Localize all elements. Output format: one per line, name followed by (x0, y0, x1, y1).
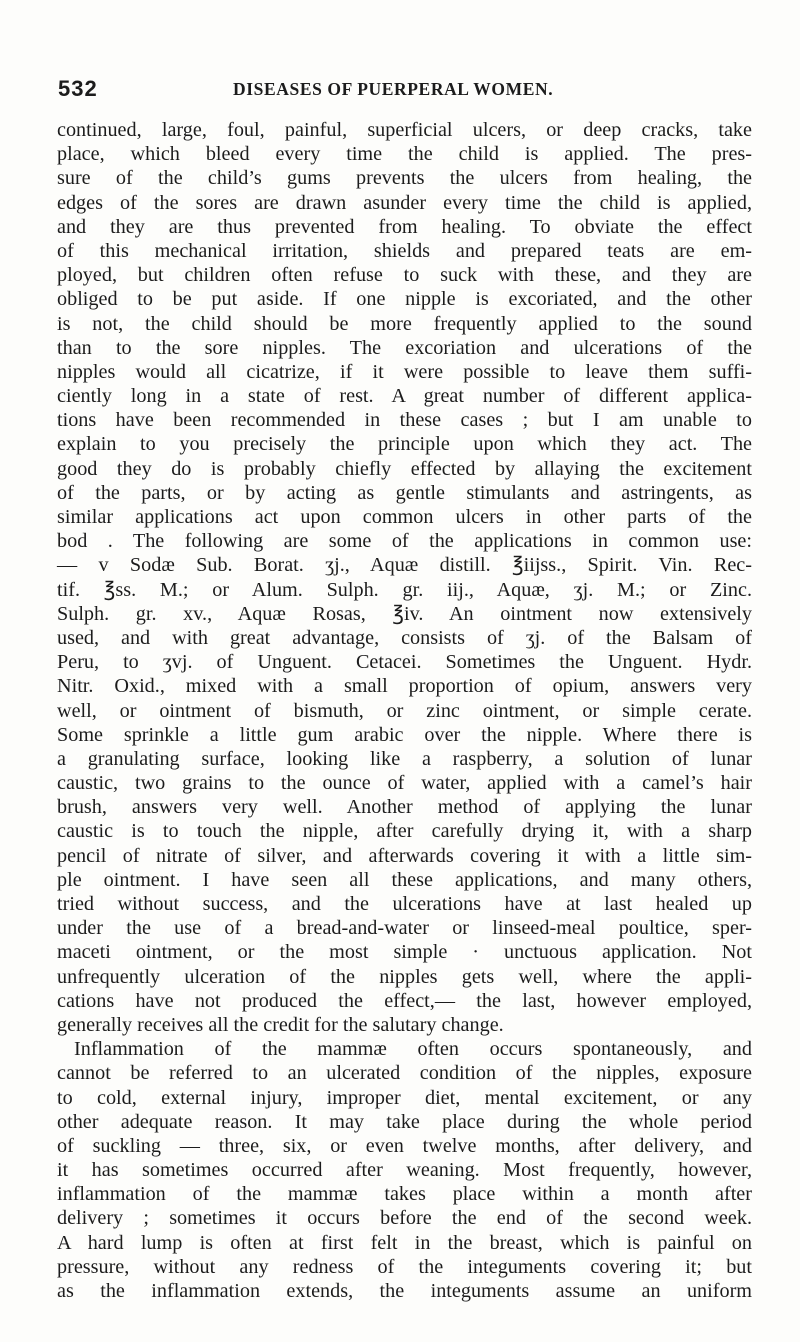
text-line: A hard lump is often at first felt in the breast, which is painful on (57, 1231, 752, 1254)
text-line: place, which bleed every time the child is applied. The pres- (57, 143, 752, 166)
text-line: tions have been recommended in these cases ; but I am unable to (57, 409, 752, 432)
running-title: DISEASES OF PUERPERAL WOMEN. (233, 79, 554, 99)
text-line: it has sometimes occurred after weaning. Most frequently, however, (57, 1159, 752, 1182)
text-line: Sulph. gr. xv., Aquæ Rosas, ℥iv. An ointment now extensively (57, 602, 752, 625)
text-line: maceti ointment, or the most simple · unctuous application. Not (57, 941, 752, 964)
text-line: ployed, but children often refuse to suck with these, and they are (57, 264, 752, 287)
text-line: Peru, to ʒvj. of Unguent. Cetacei. Sometimes the Unguent. Hydr. (57, 651, 752, 674)
text-line: bod . The following are some of the applications in common use: (57, 530, 752, 553)
text-line: of the parts, or by acting as gentle stimulants and astringents, as (57, 481, 752, 504)
text-line: — v Sodæ Sub. Borat. ʒj., Aquæ distill. ℥iijss., Spirit. Vin. Rec- (57, 554, 752, 577)
text-line: delivery ; sometimes it occurs before the end of the second week. (57, 1207, 752, 1230)
text-line: of suckling — three, six, or even twelve months, after delivery, and (57, 1134, 752, 1157)
text-line: pencil of nitrate of silver, and afterwards covering it with a little sim- (57, 844, 752, 867)
text-line: brush, answers very well. Another method of applying the lunar (57, 796, 752, 819)
text-line: nipples would all cicatrize, if it were possible to leave them suffi- (57, 360, 752, 383)
text-line: Nitr. Oxid., mixed with a small proportion of opium, answers very (57, 675, 752, 698)
text-line: of this mechanical irritation, shields and prepared teats are em- (57, 239, 752, 262)
text-line: unfrequently ulceration of the nipples gets well, where the appli- (57, 965, 752, 988)
text-line: caustic, two grains to the ounce of water, applied with a camel’s hair (57, 772, 752, 795)
page-number: 532 (58, 76, 98, 101)
text-line: Some sprinkle a little gum arabic over the nipple. Where there is (57, 723, 752, 746)
text-line: used, and with great advantage, consists of ʒj. of the Balsam of (57, 626, 752, 649)
text-line: pressure, without any redness of the integuments covering it; but (57, 1255, 752, 1278)
text-line: tried without success, and the ulcerations have at last healed up (57, 893, 752, 915)
text-line: than to the sore nipples. The excoriation and ulcerations of the (57, 336, 752, 359)
text-line: to cold, external injury, improper diet, mental excitement, or any (57, 1086, 752, 1109)
text-line: cannot be referred to an ulcerated condition of the nipples, exposure (57, 1062, 752, 1085)
text-line: sure of the child’s gums prevents the ulcers from healing, the (57, 167, 752, 190)
text-line: good they do is probably chiefly effected by allaying the excitement (57, 457, 752, 480)
text-line: tif. ℥ss. M.; or Alum. Sulph. gr. iij., Aquæ, ʒj. M.; or Zinc. (57, 578, 752, 601)
text-line: generally receives all the credit for the salutary change. (57, 1013, 504, 1036)
text-line: edges of the sores are drawn asunder every time the child is applied, (57, 191, 752, 214)
text-line: and they are thus prevented from healing. To obviate the effect (57, 215, 752, 238)
text-line: ciently long in a state of rest. A great number of different applica- (57, 385, 752, 408)
text-line: cations have not produced the effect,— the last, however employed, (57, 989, 752, 1012)
text-line: well, or ointment of bismuth, or zinc ointment, or simple cerate. (57, 699, 752, 722)
text-line: obliged to be put aside. If one nipple is excoriated, and the other (57, 288, 752, 311)
text-line: explain to you precisely the principle upon which they act. The (57, 433, 752, 456)
paragraph-start-line: Inflammation of the mammæ often occurs spontaneously, and (74, 1038, 752, 1061)
text-line: similar applications act upon common ulcers in other parts of the (57, 506, 752, 528)
text-line: as the inflammation extends, the integuments assume an uniform (57, 1280, 752, 1302)
text-line: other adequate reason. It may take place during the whole period (57, 1110, 752, 1133)
text-line: is not, the child should be more frequently applied to the sound (57, 312, 752, 335)
text-line: caustic is to touch the nipple, after carefully drying it, with a sharp (57, 820, 752, 843)
text-line: inflammation of the mammæ takes place within a month after (57, 1183, 752, 1206)
page-header (58, 74, 743, 104)
text-line: under the use of a bread-and-water or linseed-meal poultice, sper- (57, 917, 752, 940)
text-line: ple ointment. I have seen all these applications, and many others, (57, 868, 752, 891)
text-line: a granulating surface, looking like a raspberry, a solution of lunar (57, 747, 752, 770)
text-line: continued, large, foul, painful, superficial ulcers, or deep cracks, take (57, 119, 752, 141)
body-text (57, 118, 752, 1303)
